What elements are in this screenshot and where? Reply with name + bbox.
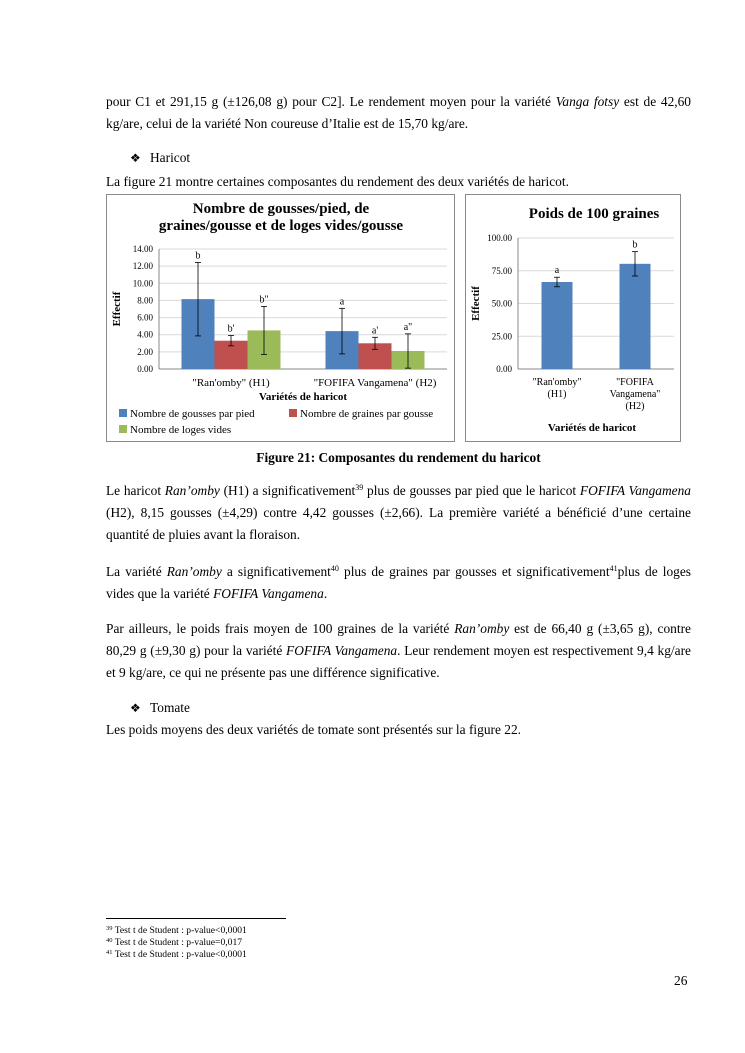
y-tick-label: 12.00 [132, 261, 153, 272]
chart-title: Nombre de gousses/pied, de [192, 201, 370, 217]
y-tick-label: 14.00 [132, 244, 153, 254]
significance-label: a' [371, 325, 379, 337]
y-tick-label: 0.00 [137, 364, 153, 374]
x-tick-label: "FOFIFA [616, 377, 654, 388]
x-tick-label: Vangamena" [609, 389, 661, 400]
x-axis-label: Variétés de haricot [547, 422, 637, 434]
text: plus de gousses par pied que le haricot [363, 483, 580, 498]
footnote-ref[interactable]: 40 [330, 564, 339, 573]
legend-label: Nombre de gousses par pied [130, 408, 255, 420]
x-tick-label: (H2) [625, 401, 645, 412]
paragraph-poids [106, 618, 691, 684]
footnote-text: Test t de Student : p-value<0,0001 [114, 925, 247, 936]
variety-name: Ran’omby [164, 483, 220, 498]
footnote-rule [106, 918, 286, 919]
significance-label: a" [403, 321, 413, 333]
footnote-text: Test t de Student : p-value<0,0001 [114, 949, 247, 960]
bar [620, 264, 651, 369]
text: pour C1 et 291,15 g (±126,08 g) pour C2]. Le rendement moyen pour la variété [106, 94, 556, 109]
text: Les poids moyens des deux variétés de tomate sont présentés sur la figure 22. [106, 722, 522, 737]
y-tick-label: 8.00 [137, 295, 153, 306]
variety-name: FOFIFA Vangamena [213, 586, 324, 601]
text: plus de loges vides que la variété [106, 564, 692, 601]
footnote-ref[interactable]: 39 [355, 483, 364, 492]
significance-label: b' [227, 323, 235, 335]
chart-composantes-svg [107, 195, 454, 441]
bullet-tomate [130, 698, 190, 718]
bullet-label: Tomate [150, 700, 190, 715]
footnote-number: 40 [106, 937, 113, 944]
y-tick-label: 2.00 [137, 346, 153, 357]
x-tick-label: (H1) [547, 389, 567, 400]
y-tick-label: 0.00 [496, 364, 512, 374]
y-tick-label: 75.00 [491, 265, 512, 276]
y-tick-label: 100.00 [487, 233, 512, 243]
footnote-40 [106, 937, 242, 949]
y-axis-label: Effectif [470, 286, 482, 321]
diamond-bullet-icon: ❖ [130, 701, 141, 715]
footnote-text: Test t de Student : p-value=0,017 [114, 937, 243, 948]
legend-label: Nombre de graines par gousse [300, 408, 434, 420]
text: La variété [106, 564, 167, 579]
diamond-bullet-icon: ❖ [130, 151, 141, 165]
footnote-41 [106, 949, 247, 961]
x-tick-label: "Ran'omby" [532, 377, 582, 388]
y-tick-label: 4.00 [137, 329, 153, 340]
bullet-label: Haricot [150, 150, 191, 165]
significance-label: a [339, 296, 345, 308]
paragraph-graines [106, 561, 691, 605]
text: (H2), 8,15 gousses (±4,29) contre 4,42 gousses (±2,66). La première variété a bénéficié d’une certaine quantité de pluies avant la floraison. [106, 505, 691, 542]
legend-swatch [119, 409, 127, 417]
paragraph-tomate [106, 719, 691, 741]
footnote-39 [106, 925, 247, 937]
significance-label: b [195, 250, 201, 262]
y-tick-label: 6.00 [137, 312, 153, 323]
chart-title: Poids de 100 graines [528, 206, 660, 222]
variety-name: FOFIFA Vangamena [286, 643, 398, 658]
chart-poids-100-graines [465, 194, 681, 442]
paragraph-gousses [106, 480, 691, 546]
bullet-haricot [130, 148, 190, 168]
footnote-ref[interactable]: 41 [609, 564, 618, 573]
x-tick-label: "Ran'omby" (H1) [192, 377, 270, 389]
paragraph-intro [106, 91, 691, 135]
footnote-number: 41 [106, 949, 113, 956]
text: est de 42,60 kg/are, celui de la variété Non coureuse d’Italie est de 15,70 kg/are. [106, 94, 691, 131]
significance-label: b [632, 239, 638, 251]
text: La figure 21 montre certaines composantes du rendement des deux variétés de haricot. [106, 174, 569, 189]
text: plus de graines par gousses et significativement [338, 564, 610, 579]
variety-name: Vanga fotsy [555, 94, 620, 109]
text: Le haricot [106, 483, 165, 498]
text: . Leur rendement moyen est respectivement 9,4 kg/are et 9 kg/are, ce qui ne présente pas une différence significative. [106, 643, 691, 680]
y-axis-label: Effectif [111, 291, 123, 327]
chart-title: graines/gousse et de loges vides/gousse [158, 218, 404, 234]
chart-poids-svg [466, 195, 680, 441]
y-tick-label: 10.00 [132, 278, 153, 289]
bar [542, 282, 573, 369]
x-tick-label: "FOFIFA Vangamena" (H2) [313, 377, 437, 389]
page-number: 26 [674, 973, 688, 988]
footnote-number: 39 [106, 925, 113, 932]
y-tick-label: 50.00 [491, 298, 512, 309]
text: . [323, 586, 328, 601]
text: est de 66,40 g (±3,65 g), contre 80,29 g (±9,30 g) pour la variété [106, 621, 691, 658]
significance-label: b" [259, 294, 269, 306]
variety-name: Ran’omby [454, 621, 510, 636]
chart-composantes [106, 194, 455, 442]
variety-name: Ran’omby [166, 564, 222, 579]
text: Par ailleurs, le poids frais moyen de 100 graines de la variété [106, 621, 455, 636]
legend-swatch [119, 425, 127, 433]
text: (H1) a significativement [219, 483, 356, 498]
paragraph-figure-intro [106, 171, 691, 193]
variety-name: FOFIFA Vangamena [579, 483, 691, 498]
legend-label: Nombre de loges vides [130, 424, 232, 436]
text: a significativement [221, 564, 331, 579]
significance-label: a [554, 265, 560, 277]
figure-caption: Figure 21: Composantes du rendement du haricot [256, 450, 541, 465]
legend-swatch [289, 409, 297, 417]
y-tick-label: 25.00 [491, 331, 512, 342]
x-axis-label: Variétés de haricot [258, 391, 348, 403]
